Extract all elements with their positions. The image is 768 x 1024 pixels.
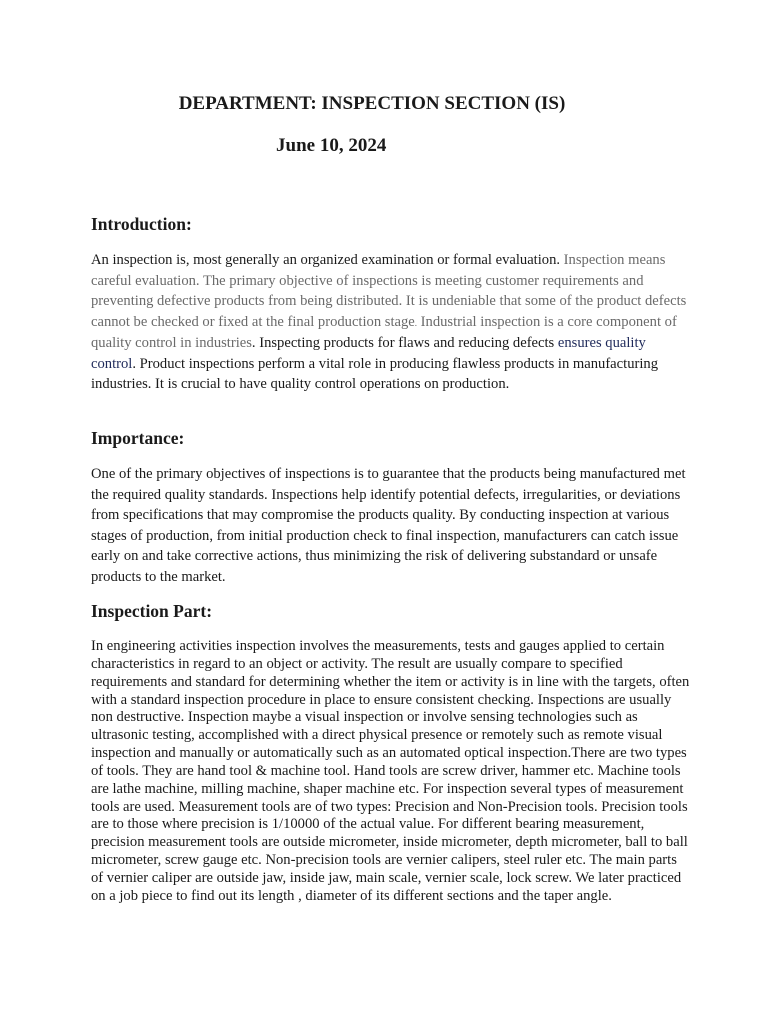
introduction-paragraph xyxy=(91,250,691,395)
intro-text-7: . Product inspections perform a vital role in producing flawless products in manufacturing industries. It is crucial to have quality control operations on production. xyxy=(91,355,658,392)
intro-text-5: . Inspecting products for flaws and reducing defects xyxy=(251,335,558,351)
introduction-heading: Introduction: xyxy=(91,214,192,234)
intro-text-1: An inspection is, most generally an organized examination or formal evaluation. xyxy=(91,252,561,268)
importance-heading: Importance: xyxy=(91,428,185,448)
inspection-part-heading: Inspection Part: xyxy=(91,601,213,621)
document-date: June 10, 2024 xyxy=(276,135,387,156)
intro-text-6: ensures quality control xyxy=(91,335,646,372)
page-title: DEPARTMENT: INSPECTION SECTION (IS) xyxy=(178,93,566,114)
inspection-part-paragraph: In engineering activities inspection involves the measurements, tests and gauges applied to certain characteristics in regard to an object or activity. The result are usually compare to specified requirements and standard for determining whether the item or activity is in line with the targets, often with a standard inspection procedure in place to ensure consistent checking. Inspections are usually non destructive. Inspection maybe a visual inspection or involve sensing technologies such as ultrasonic testing, accomplished with a direct physical presence or remotely such as remote visual inspection and manually or automatically such as an automated optical inspection.There are two types of tools. They are hand tool & machine tool. Hand tools are screw driver, hammer etc. Machine tools are lathe machine, milling machine, shaper machine etc. For inspection several types of measurement tools are used. Measurement tools are of two types: Precision and Non-Precision tools. Precision tools are to those where precision is 1/10000 of the actual value. For different bearing measurement, precision measurement tools are outside micrometer, inside micrometer, depth micrometer, ball to ball micrometer, screw gauge etc. Non-precision tools are vernier calipers, steel ruler etc. The main parts of vernier caliper are outside jaw, inside jaw, main scale, vernier scale, lock screw. We later practiced on a job piece to find out its length , diameter of its different sections and the taper angle. xyxy=(91,638,690,904)
intro-text-2: Inspection means careful evaluation. The primary objective of inspections is meeting customer requirements and preventing defective products from being distributed. It is undeniable that some of the product defects cannot be checked or fixed at the final production stage xyxy=(91,252,687,330)
importance-paragraph: One of the primary objectives of inspections is to guarantee that the products being manufactured met the required quality standards. Inspections help identify potential defects, irregularities, or deviations from specifications that may compromise the products quality. By conducting inspection at various stages of production, from initial production check to final inspection, manufacturers can catch issue early on and take corrective actions, thus minimizing the risk of delivering substandard or unsafe products to the market. xyxy=(91,466,686,585)
intro-text-3: . xyxy=(414,317,418,328)
intro-text-4: Industrial inspection is a core component of quality control in industries xyxy=(91,313,677,351)
